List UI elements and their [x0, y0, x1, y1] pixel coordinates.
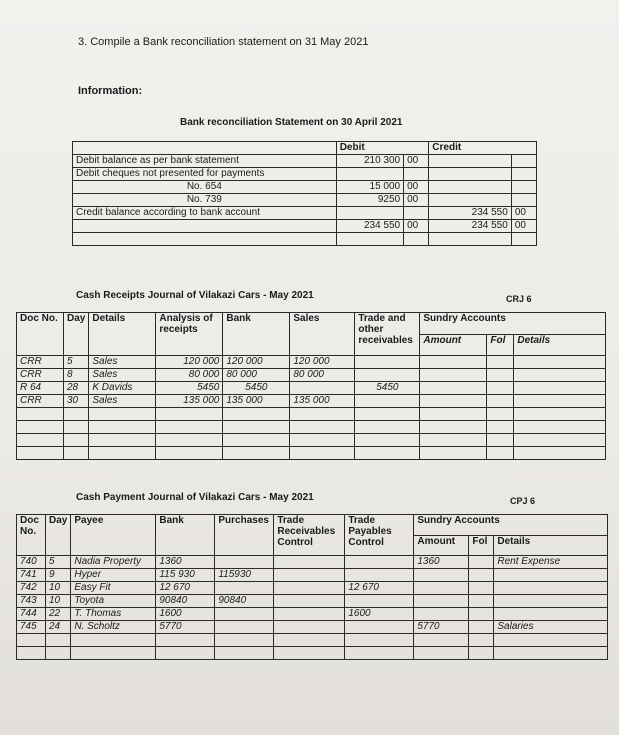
- cpj-row: 745 24 N. Scholtz 5770 5770 Salaries: [17, 621, 608, 634]
- crj-row: CRR 30 Sales 135 000 135 000 135 000: [17, 395, 606, 408]
- cpj-header-row: [17, 515, 608, 536]
- cpj-row: 741 9 Hyper 115 930 115930: [17, 569, 608, 582]
- cpj-day-header: Day: [46, 515, 71, 556]
- crj-blank-row: [17, 447, 606, 460]
- crj-bank-header: Bank: [223, 313, 290, 356]
- cpj-title: Cash Payment Journal of Vilakazi Cars - May 2021: [76, 492, 314, 503]
- cpj-payee-header: Payee: [71, 515, 156, 556]
- crj-fol-header: Fol: [487, 334, 514, 356]
- cpj-trade-pay-header: Trade Payables Control: [345, 515, 414, 556]
- cpj-bank-header: Bank: [156, 515, 215, 556]
- brs-row: No. 654 15 000 00: [73, 181, 537, 194]
- brs-row: No. 739 9250 00: [73, 194, 537, 207]
- brs-total-row: 234 550 00 234 550 00: [73, 220, 537, 233]
- question-title: 3. Compile a Bank reconciliation statement on 31 May 2021: [78, 36, 369, 48]
- cpj-blank-row: [17, 634, 608, 647]
- cpj-fol-header: Fol: [469, 535, 494, 556]
- crj-blank-row: [17, 408, 606, 421]
- crj-sundry-header: Sundry Accounts: [420, 313, 606, 335]
- crj-day-header: Day: [64, 313, 89, 356]
- brs-credit-header: Credit: [429, 142, 537, 155]
- brs-row: Credit balance according to bank account 234 550 00: [73, 207, 537, 220]
- crj-sdetails-header: Details: [514, 334, 606, 356]
- cpj-sdetails-header: Details: [494, 535, 608, 556]
- cpj-sundry-header: Sundry Accounts: [414, 515, 608, 536]
- info-label: Information:: [78, 85, 143, 97]
- brs-blank-row: [73, 233, 537, 246]
- cpj-row: 743 10 Toyota 90840 90840: [17, 595, 608, 608]
- crj-row: CRR 5 Sales 120 000 120 000 120 000: [17, 356, 606, 369]
- cpj-row: 744 22 T. Thomas 1600 1600: [17, 608, 608, 621]
- cpj-doc-header: Doc No.: [17, 515, 46, 556]
- brs-debit-header: Debit: [336, 142, 429, 155]
- brs-table: [72, 141, 537, 246]
- cpj-trade-rec-header: Trade Receivables Control: [274, 515, 345, 556]
- crj-doc-header: Doc No.: [17, 313, 64, 356]
- cpj-ref: CPJ 6: [510, 496, 536, 506]
- crj-trade-header: Trade and other receivables: [355, 313, 420, 356]
- crj-row: R 64 28 K Davids 5450 5450 5450: [17, 382, 606, 395]
- cpj-amount-header: Amount: [414, 535, 469, 556]
- crj-blank-row: [17, 421, 606, 434]
- brs-row: Debit cheques not presented for payments: [73, 168, 537, 181]
- brs-row: Debit balance as per bank statement 210 300 00: [73, 155, 537, 168]
- crj-sales-header: Sales: [290, 313, 355, 356]
- crj-blank-row: [17, 434, 606, 447]
- cpj-purchases-header: Purchases: [215, 515, 274, 556]
- crj-title: Cash Receipts Journal of Vilakazi Cars - May 2021: [76, 290, 314, 301]
- crj-row: CRR 8 Sales 80 000 80 000 80 000: [17, 369, 606, 382]
- crj-header-row: [17, 313, 606, 335]
- cpj-row: 742 10 Easy Fit 12 670 12 670: [17, 582, 608, 595]
- cpj-blank-row: [17, 647, 608, 660]
- crj-amount-header: Amount: [420, 334, 487, 356]
- crj-ref: CRJ 6: [506, 294, 532, 304]
- brs-title: Bank reconciliation Statement on 30 April 2021: [180, 117, 403, 128]
- brs-header-row: [73, 142, 537, 155]
- cpj-row: 740 5 Nadia Property 1360 1360 Rent Expense: [17, 556, 608, 569]
- crj-table: [16, 312, 606, 460]
- brs-desc-header: [73, 142, 337, 155]
- cpj-table: [16, 514, 608, 660]
- crj-analysis-header: Analysis of receipts: [156, 313, 223, 356]
- crj-details-header: Details: [89, 313, 156, 356]
